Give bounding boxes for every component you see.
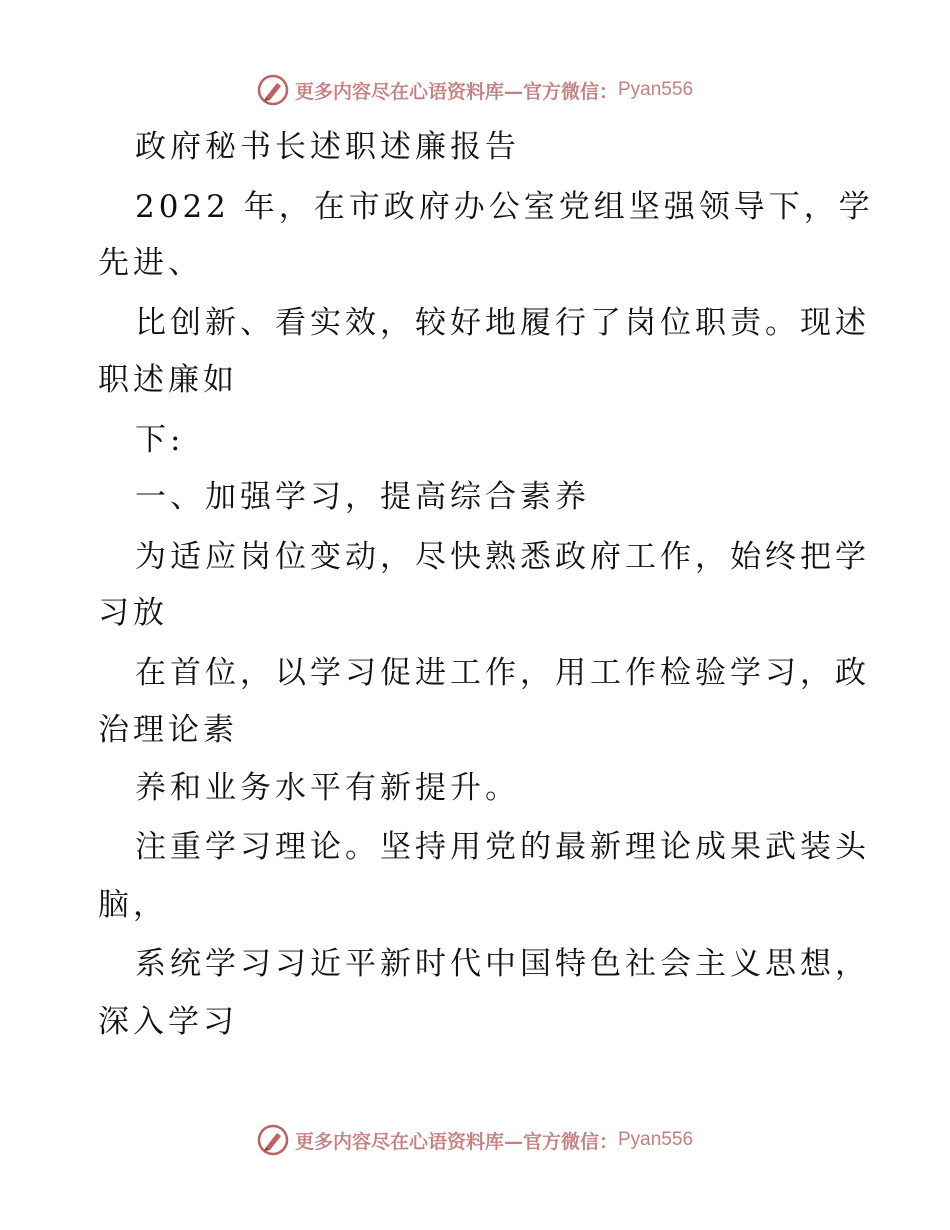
paragraph-line: 2022 年，在市政府办公室党组坚强领导下，学: [135, 189, 874, 225]
paragraph-line: 养和业务水平有新提升。: [135, 770, 520, 806]
paragraph-line: 下:: [135, 422, 185, 458]
paragraph-line: 先进、: [98, 245, 203, 281]
watermark-text: 更多内容尽在心语资料库—官方微信：: [294, 80, 618, 103]
paragraph-line: 职述廉如: [98, 362, 238, 398]
watermark-text: 更多内容尽在心语资料库—官方微信：: [294, 1130, 618, 1153]
pen-logo-icon: [257, 1124, 289, 1156]
watermark-id: Pyan556: [618, 79, 694, 100]
paragraph-line: 习放: [98, 595, 168, 631]
footer-watermark: [0, 1120, 950, 1160]
pen-logo-icon: [257, 74, 289, 106]
paragraph-line: 在首位，以学习促进工作，用工作检验学习，政: [135, 655, 870, 691]
section-heading: 一、加强学习，提高综合素养: [135, 479, 590, 515]
paragraph-line: 比创新、看实效，较好地履行了岗位职责。现述: [135, 305, 870, 341]
document-title: 政府秘书长述职述廉报告: [135, 129, 520, 165]
paragraph-line: 治理论素: [98, 712, 238, 748]
paragraph-line: 注重学习理论。坚持用党的最新理论成果武装头: [135, 829, 870, 865]
paragraph-line: 脑，: [98, 887, 168, 923]
paragraph-line: 系统学习习近平新时代中国特色社会主义思想，: [135, 946, 870, 982]
paragraph-line: 深入学习: [98, 1004, 238, 1040]
header-watermark: [0, 70, 950, 110]
watermark-id: Pyan556: [618, 1129, 694, 1150]
paragraph-line: 为适应岗位变动，尽快熟悉政府工作，始终把学: [135, 539, 870, 575]
